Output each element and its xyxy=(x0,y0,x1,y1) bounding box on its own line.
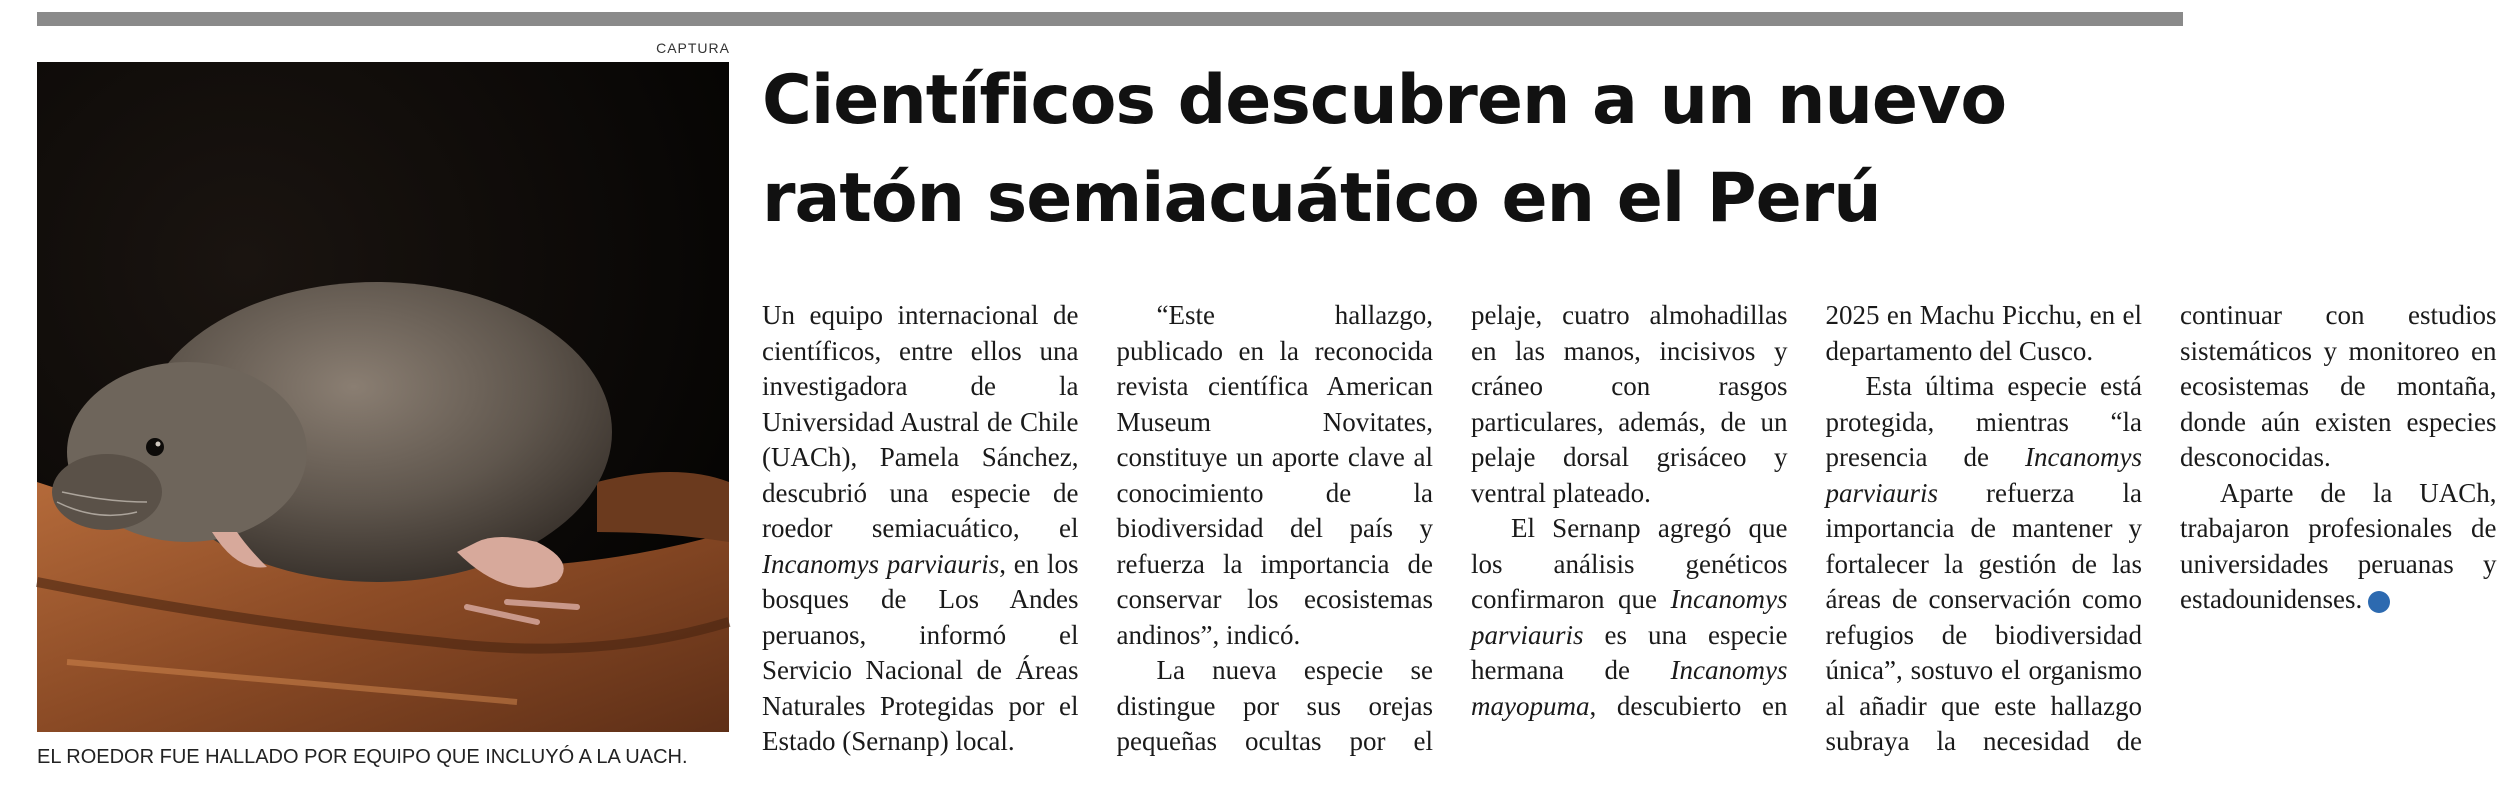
text-run: El Sernanp agregó que los análisis genéticos confirmaron que xyxy=(1471,513,1788,614)
text-run: , en los bosques de Los Andes peruanos, informó el Servicio Nacional de Áreas Naturales Protegidas por el Estado (Sernanp) local. xyxy=(762,548,1079,756)
species-name: Incanomys parviauris xyxy=(1825,442,2142,508)
text-run: , descubierto en 2025 en Machu Picchu, en el departamento del Cusco. xyxy=(1589,300,2142,721)
text-run: Aparte de la UACh, trabajaron profesionales de universidades peruanas y estadounidenses. xyxy=(2180,477,2497,614)
text-run: La nueva especie se distingue por sus orejas pequeñas ocultas por el pelaje, cuatro almohadillas en las manos, incisivos y cráneo con rasgos particulares, además, de un pelaje dorsal grisáceo y ventral plateado. xyxy=(1116,300,1788,756)
article-paragraph xyxy=(2180,476,2497,618)
top-rule xyxy=(37,12,2183,26)
text-run: refuerza la importancia de mantener y fortalecer la gestión de las áreas de conservación como refugios de biodiversidad única”, sostuvo el organismo al añadir que este hallazgo subraya la necesidad de continuar con estudios sistemáticos y monitoreo en ecosistemas de montaña, donde aún existen especies desconocidas. xyxy=(1825,300,2497,756)
text-run: es una especie hermana de xyxy=(1471,619,1788,685)
species-name: Incanomys parviauris xyxy=(1471,584,1788,650)
end-mark-icon: ✪ xyxy=(2368,591,2390,613)
species-name: Incanomys parviauris xyxy=(762,548,1000,579)
photo-caption: EL ROEDOR FUE HALLADO POR EQUIPO QUE INCLUYÓ A LA UACH. xyxy=(37,746,688,768)
article-body xyxy=(762,298,2497,778)
text-run: “Este hallazgo, publicado en la reconocida revista científica American Museum Novitates, constituye un aporte clave al conocimiento de la biodiversidad del país y refuerza la importancia de conservar los ecosistemas andinos”, indicó. xyxy=(1116,300,1433,650)
species-name: Incanomys mayopuma xyxy=(1471,655,1788,721)
rodent-photo xyxy=(37,62,729,732)
photo-credit: CAPTURA xyxy=(656,40,730,56)
article-paragraph xyxy=(1117,298,1434,653)
text-run: Esta última especie está protegida, mientras “la presencia de xyxy=(1825,371,2142,472)
article-paragraph xyxy=(762,298,1079,760)
text-run: Un equipo internacional de científicos, entre ellos una investigadora de la Universidad Austral de Chile (UACh), Pamela Sánchez, descubrió una especie de roedor semiacuático, el xyxy=(762,300,1079,543)
article-headline: Científicos descubren a un nuevo ratón semiacuático en el Perú xyxy=(762,61,2007,238)
